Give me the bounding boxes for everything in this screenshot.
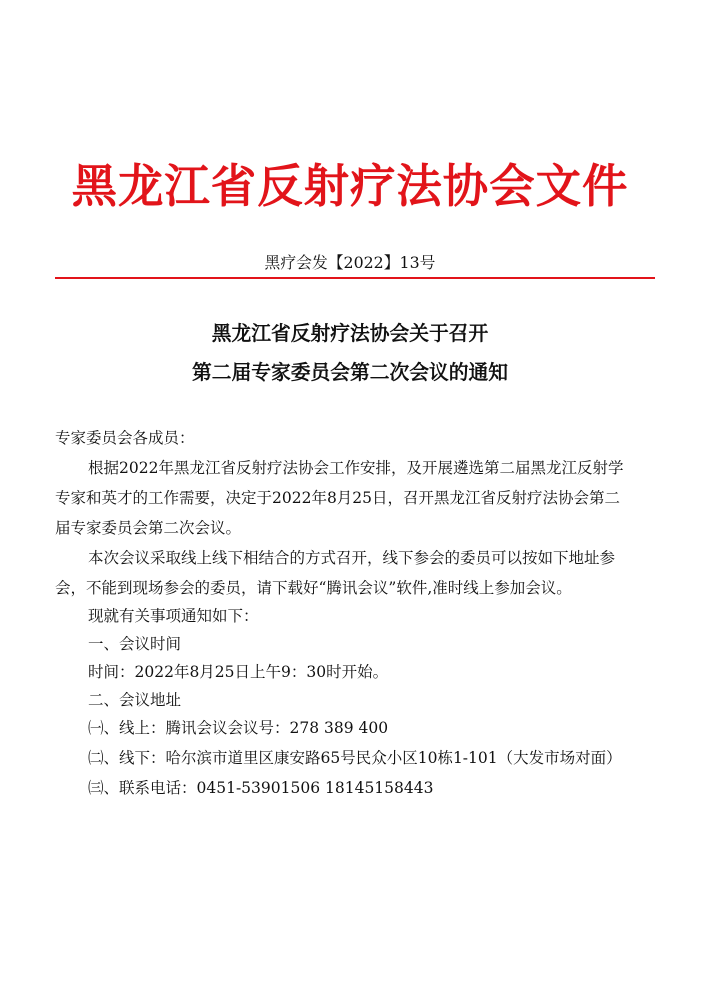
- notice-title-line-1: 黑龙江省反射疗法协会关于召开: [211, 321, 489, 345]
- notice-title-line-2: 第二届专家委员会第二次会议的通知: [192, 360, 508, 384]
- section-1-heading: 一、会议时间: [88, 635, 182, 653]
- red-divider-line: [55, 277, 655, 279]
- salutation: 专家委员会各成员：: [55, 429, 195, 447]
- document-number: 黑疗会发【2022】13号: [264, 253, 436, 272]
- address-item-online: ㈠、线上：腾讯会议会议号：278 389 400: [88, 719, 389, 737]
- address-item-offline: ㈡、线下：哈尔滨市道里区康安路65号民众小区10栋1-101（大发市场对面）: [88, 749, 622, 767]
- document-header-title: 黑龙江省反射疗法协会文件: [71, 159, 629, 213]
- section-1-time: 时间：2022年8月25日上午9：30时开始。: [88, 663, 389, 681]
- paragraph-2-line-1: 本次会议采取线上线下相结合的方式召开，线下参会的委员可以按如下地址参: [88, 549, 616, 567]
- paragraph-1-line-1: 根据2022年黑龙江省反射疗法协会工作安排，及开展遴选第二届黑龙江反射学: [88, 459, 624, 477]
- intro-line: 现就有关事项通知如下：: [88, 607, 259, 625]
- paragraph-1-line-2: 专家和英才的工作需要，决定于2022年8月25日，召开黑龙江省反射疗法协会第二: [55, 489, 621, 507]
- paragraph-1-line-3: 届专家委员会第二次会议。: [55, 519, 242, 537]
- paragraph-2-line-2: 会，不能到现场参会的委员，请下载好“腾讯会议”软件,准时线上参加会议。: [55, 579, 572, 597]
- contact-phone-item: ㈢、联系电话：0451-53901506 18145158443: [88, 779, 434, 797]
- section-2-heading: 二、会议地址: [88, 691, 182, 709]
